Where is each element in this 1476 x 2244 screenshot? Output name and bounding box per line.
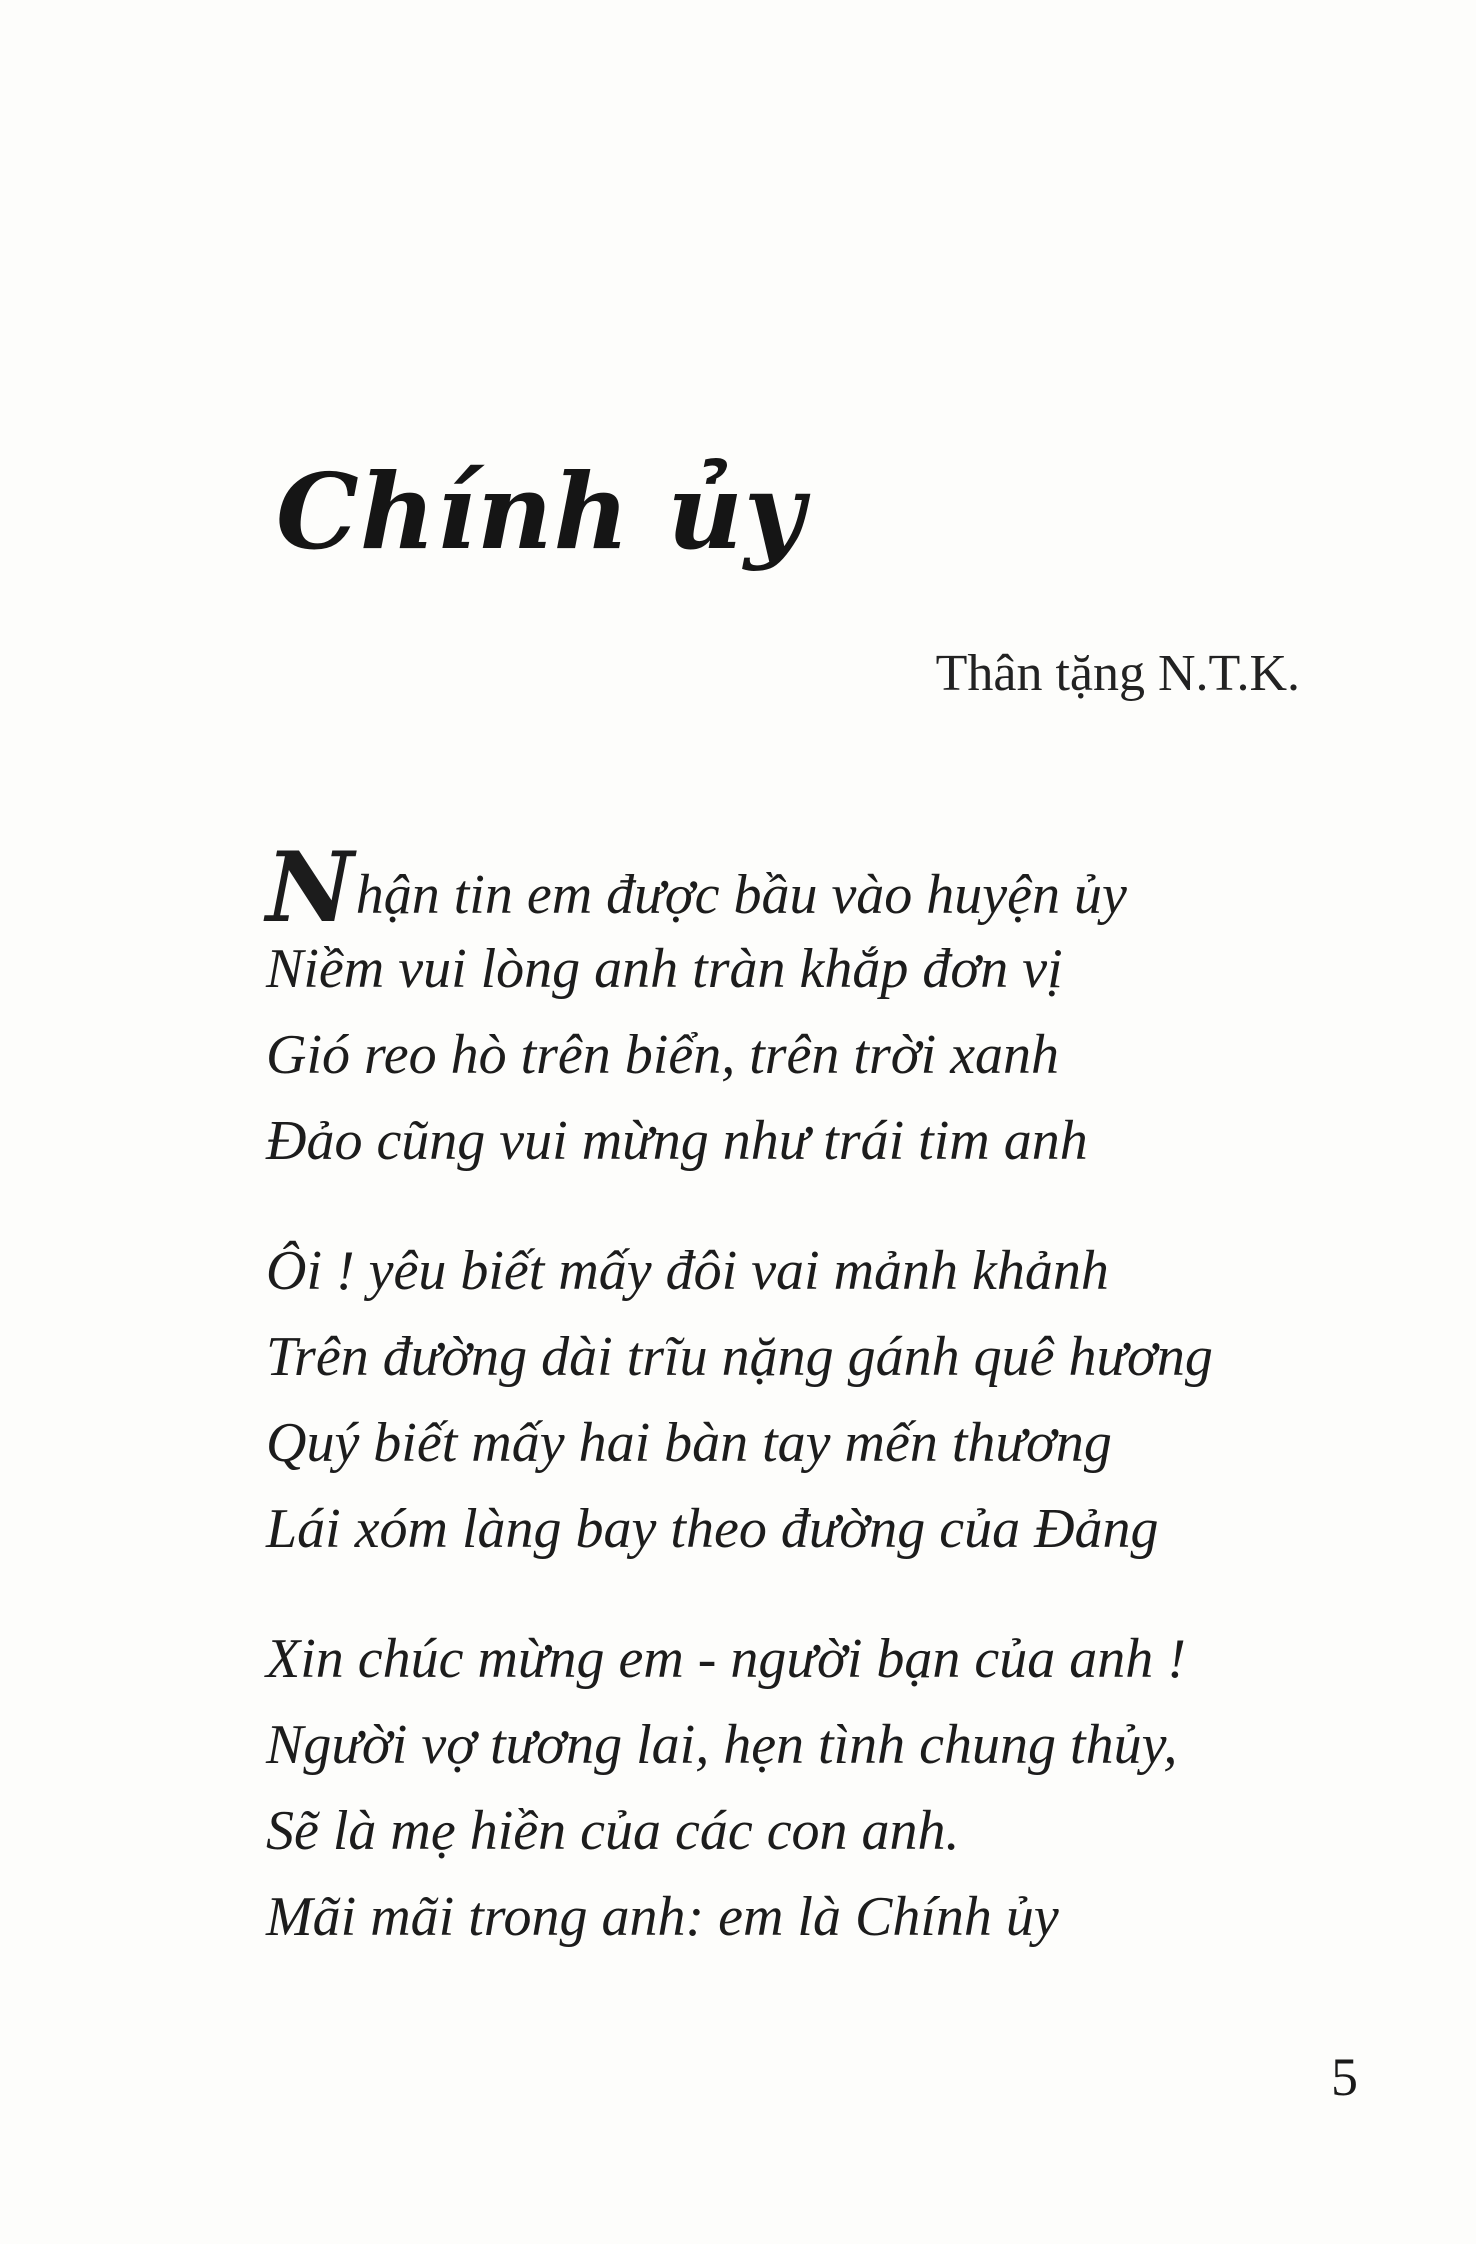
poem-body (266, 831, 1213, 2004)
stanza-2 (266, 1228, 1213, 1572)
drop-cap: N (266, 831, 354, 944)
poem-line: Quý biết mấy hai bàn tay mến thương (266, 1412, 1112, 1474)
poem-line: Sẽ là mẹ hiền của các con anh. (266, 1800, 960, 1862)
poem-line: Trên đường dài trĩu nặng gánh quê hương (266, 1326, 1213, 1388)
poem-line (266, 831, 1213, 944)
poem-line: Người vợ tương lai, hẹn tình chung thủy, (266, 1714, 1178, 1776)
poem-line-text: hận tin em được bầu vào huyện ủy (355, 864, 1127, 926)
dedication: Thân tặng N.T.K. (935, 645, 1300, 702)
poem-line: Mãi mãi trong anh: em là Chính ủy (266, 1886, 1059, 1948)
stanza-1 (266, 831, 1213, 1184)
poem-title: Chính ủy (276, 450, 806, 573)
poem-line: Đảo cũng vui mừng như trái tim anh (266, 1110, 1088, 1172)
poem-line: Gió reo hò trên biển, trên trời xanh (266, 1024, 1060, 1086)
stanza-3 (266, 1616, 1213, 1960)
poem-line: Lái xóm làng bay theo đường của Đảng (266, 1498, 1159, 1560)
poem-line: Niềm vui lòng anh tràn khắp đơn vị (266, 938, 1063, 1000)
page-number: 5 (1331, 2047, 1358, 2107)
poem-line: Xin chúc mừng em - người bạn của anh ! (266, 1628, 1186, 1690)
poem-line: Ôi ! yêu biết mấy đôi vai mảnh khảnh (266, 1240, 1109, 1302)
